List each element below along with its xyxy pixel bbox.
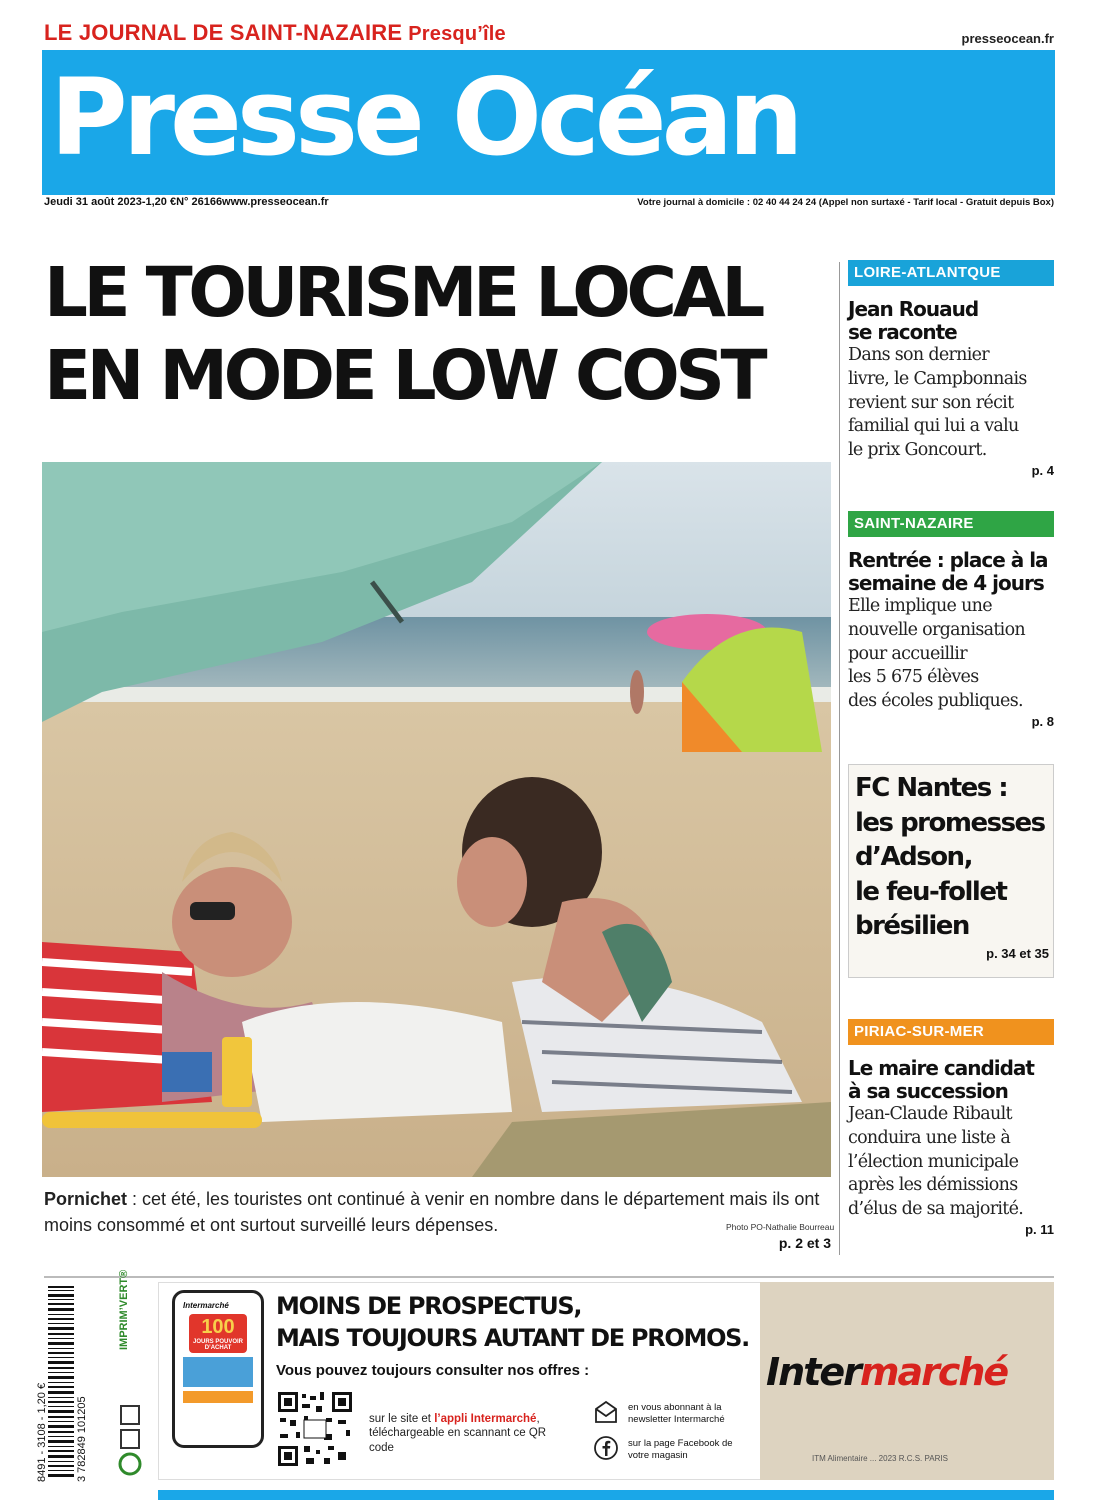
section-tag: SAINT-NAZAIRE: [848, 511, 1054, 537]
caption-text: : cet été, les touristes ont continué à venir en nombre dans le département mais ils ont moins consommé et ont surtout surveillé leurs dépenses.: [44, 1189, 820, 1236]
teaser-line: les promesses: [855, 807, 1045, 838]
issue-line: Jeudi 31 août 2023-1,20 €N° 26166www.presseocean.fr: [44, 196, 329, 208]
story-headline-line: Le maire candidat: [848, 1056, 1034, 1080]
recycle-icons: [118, 1404, 144, 1476]
teaser-line: FC Nantes :: [855, 773, 1008, 803]
phone-brand: Intermarché: [183, 1301, 229, 1310]
qr-text-app: l’appli Intermarché: [434, 1413, 537, 1425]
main-page-ref[interactable]: p. 2 et 3: [778, 1235, 831, 1251]
newsletter-text: en vous abonnant à la newsletter Intermarché: [628, 1402, 725, 1425]
beach-photo-illustration: [42, 462, 831, 1177]
facebook-logo-icon: [594, 1436, 618, 1460]
sport-teaser-box[interactable]: [848, 764, 1054, 978]
facebook-text: sur la page Facebook de votre magasin: [628, 1438, 733, 1461]
sport-teaser-headline: [849, 765, 1053, 944]
story-headline-line: à sa succession: [848, 1079, 1008, 1103]
paper-name: Presse Océan: [50, 56, 799, 179]
facebook-icon: [594, 1436, 618, 1460]
phone-promo-words: JOURS POUVOIR D’ACHAT: [192, 1339, 243, 1351]
phone-promo-badge: [189, 1314, 247, 1353]
phone-mockup: [172, 1290, 264, 1448]
summary-line: Dans son dernier: [848, 345, 989, 365]
envelope-icon: [594, 1400, 618, 1424]
story-headline-line: se raconte: [848, 320, 957, 344]
headline-line-1: LE TOURISME LOCAL: [44, 253, 761, 333]
logo-part-2: marché: [859, 1350, 1008, 1394]
edition-title-sub: Presqu’île: [408, 23, 506, 45]
sidebar-story-loire-atlantique[interactable]: [848, 260, 1054, 478]
story-headline-line: Rentrée : place à la: [848, 548, 1048, 572]
story-summary: [848, 344, 1054, 463]
main-headline[interactable]: [44, 252, 844, 418]
summary-line: après les démissions: [848, 1175, 1018, 1196]
summary-line: le prix Goncourt.: [848, 440, 987, 461]
recycle-icon: [118, 1404, 144, 1476]
summary-line: nouvelle organisation: [848, 619, 1025, 640]
photo-credit: Photo PO-Nathalie Bourreau: [726, 1222, 835, 1232]
phone-product-image: [183, 1357, 253, 1387]
teaser-line: le feu-follet: [855, 876, 1007, 907]
teaser-line: brésilien: [855, 911, 969, 942]
phone-promo-number: 100: [201, 1316, 235, 1338]
photo-caption: [44, 1186, 824, 1238]
story-page-ref: p. 8: [1031, 713, 1054, 729]
summary-line: revient sur son récit: [848, 392, 1014, 413]
ad-line-2: MAIS TOUJOURS AUTANT DE PROMOS.: [276, 1324, 749, 1352]
section-tag: PIRIAC-SUR-MER: [848, 1019, 1054, 1045]
story-headline: [848, 1057, 1054, 1103]
story-summary: [848, 595, 1054, 714]
newsletter-icon: [594, 1400, 618, 1424]
ad-fine-print: ITM Alimentaire ... 2023 R.C.S. PARIS: [812, 1454, 948, 1463]
contact-line: Votre journal à domicile : 02 40 44 24 24 (Appel non surtaxé - Tarif local - Gratuit depuis Box): [637, 197, 1054, 208]
qr-text-c: , téléchargeable en scannant ce QR code: [369, 1413, 547, 1454]
main-photo[interactable]: [42, 462, 831, 1177]
summary-line: Elle implique une: [848, 596, 992, 616]
summary-line: pour accueillir: [848, 643, 967, 664]
ad-line-3: Vous pouvez toujours consulter nos offres :: [276, 1362, 590, 1379]
edition-title: [44, 20, 506, 46]
summary-line: des écoles publiques.: [848, 691, 1023, 712]
top-url[interactable]: presseocean.fr: [961, 31, 1054, 46]
summary-line: les 5 675 élèves: [848, 667, 979, 688]
sidebar-story-piriac[interactable]: [848, 1019, 1054, 1237]
story-page-ref: p. 4: [1031, 462, 1054, 478]
story-headline-line: Jean Rouaud: [848, 297, 979, 321]
qr-code-icon: [276, 1390, 354, 1468]
story-headline: [848, 549, 1054, 595]
summary-line: l’élection municipale: [848, 1151, 1019, 1172]
ad-separator: [44, 1276, 1054, 1278]
story-page-ref: p. 11: [1025, 1221, 1054, 1237]
edition-title-main: LE JOURNAL DE SAINT-NAZAIRE: [44, 20, 403, 45]
sport-page-ref: p. 34 et 35: [986, 945, 1049, 961]
story-summary: [848, 1103, 1054, 1222]
sidebar-story-saint-nazaire[interactable]: [848, 511, 1054, 729]
ad-line-1: MOINS DE PROSPECTUS,: [276, 1292, 582, 1320]
headline-line-2: EN MODE LOW COST: [44, 335, 764, 416]
section-tag: LOIRE-ATLANTQUE: [848, 260, 1054, 286]
teaser-line: d’Adson,: [855, 842, 972, 873]
column-divider: [839, 262, 840, 1255]
qr-code[interactable]: [276, 1390, 354, 1468]
story-headline-line: semaine de 4 jours: [848, 571, 1044, 595]
summary-line: Jean-Claude Ribault: [848, 1104, 1012, 1124]
summary-line: familial qui lui a valu: [848, 416, 1019, 437]
qr-instructions: [369, 1412, 569, 1455]
summary-line: d’élus de sa majorité.: [848, 1199, 1024, 1220]
summary-line: conduira une liste à: [848, 1127, 1011, 1148]
logo-part-1: Inter: [766, 1350, 860, 1394]
imprim-vert-label: IMPRIM’VERT®: [118, 1269, 130, 1350]
issn-text: 8491 - 3108 - 1,20 €: [36, 1382, 48, 1482]
barcode-digits: 3 782849 101205: [76, 1396, 88, 1482]
story-headline: [848, 298, 1054, 344]
bottom-color-bar: [158, 1490, 1054, 1500]
qr-text-a: sur le site et: [369, 1413, 435, 1425]
summary-line: livre, le Campbonnais: [848, 368, 1027, 389]
intermarche-logo: [766, 1350, 1007, 1394]
caption-place: Pornichet: [44, 1189, 128, 1209]
phone-product-strip: [183, 1391, 253, 1403]
